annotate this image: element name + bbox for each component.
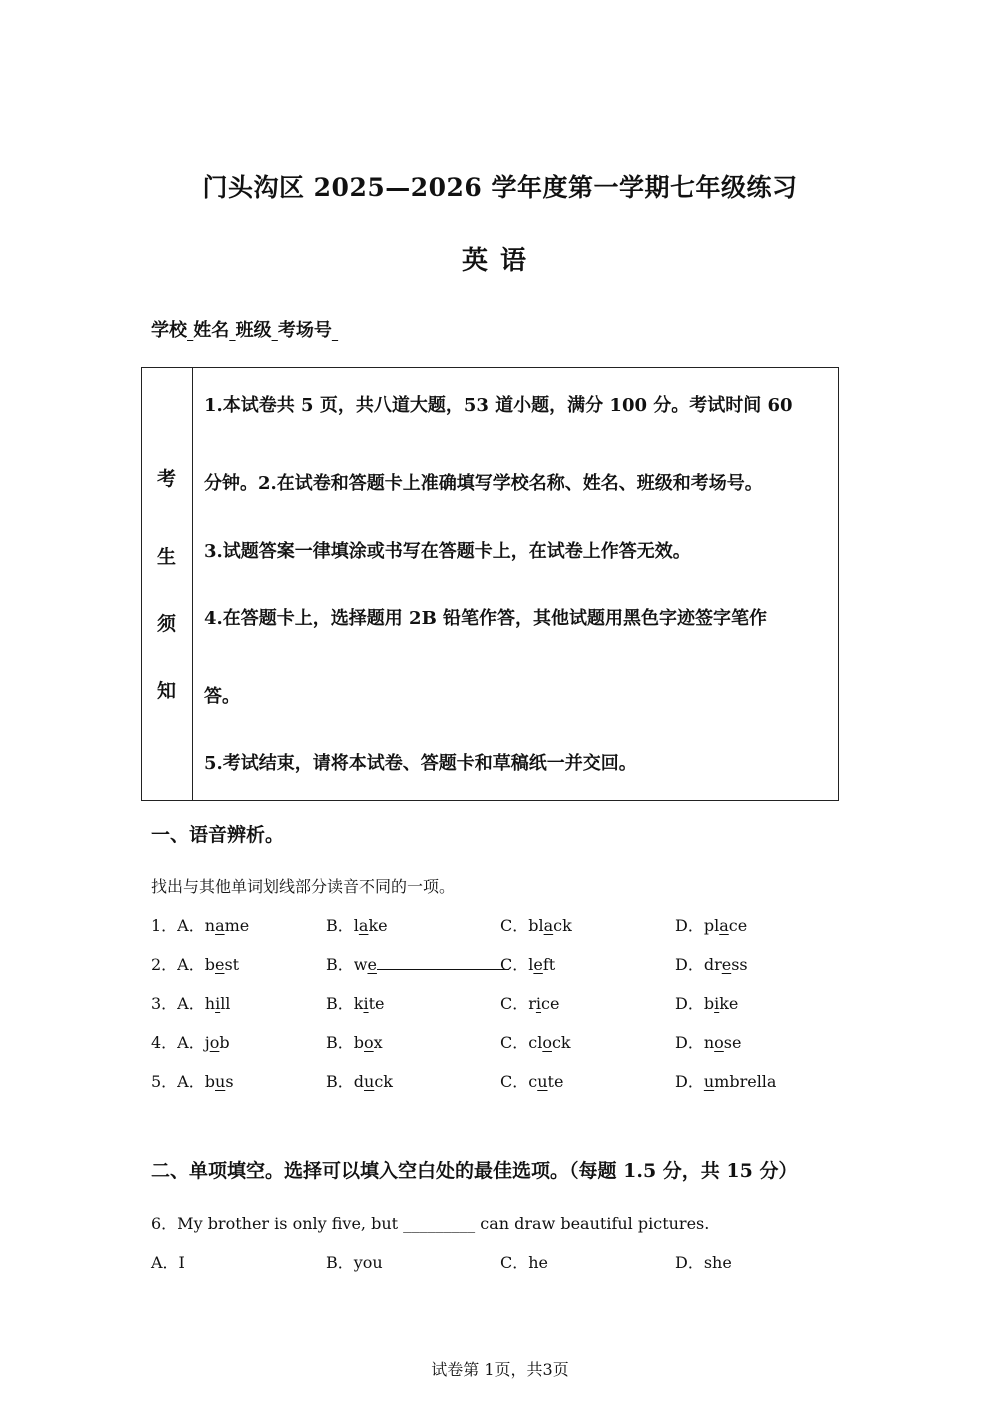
exam-notice-box: [141, 367, 839, 801]
section1-instruction: 找出与其他单词划线部分读音不同的一项。: [151, 877, 456, 896]
page-footer: 试卷第 1页，共3页: [431, 1360, 569, 1379]
underlined-letter: i: [535, 994, 542, 1013]
word-part: ck: [553, 916, 572, 935]
word-part: k: [353, 994, 364, 1013]
underlined-letter: e: [215, 955, 225, 974]
name-field-label: 姓名: [193, 320, 230, 341]
option-d: D．she: [675, 1253, 732, 1272]
notice-line: 3.试题答案一律填涂或书写在答题卡上，在试卷上作答无效。: [204, 541, 691, 562]
underlined-letter: i: [363, 994, 369, 1013]
word-part: te: [547, 1072, 564, 1091]
question-row: [151, 1069, 851, 1093]
word-part: r: [528, 994, 536, 1013]
option-label: C．: [500, 955, 529, 974]
word-part: ck: [374, 1072, 393, 1091]
underlined-letter: e: [367, 955, 377, 974]
option-label: D．: [675, 1033, 704, 1052]
option-label: C．: [500, 1033, 529, 1052]
word-part: ce: [728, 916, 748, 935]
word-part: x: [373, 1033, 383, 1052]
notice-line: 5.考试结束，请将本试卷、答题卡和草稿纸一并交回。: [204, 753, 637, 774]
option-label: 2．A．: [151, 955, 205, 974]
word-part: ck: [551, 1033, 571, 1052]
side-char: 须: [156, 613, 176, 635]
word-part: b: [353, 1033, 365, 1052]
option-c: [500, 991, 559, 1014]
option-label: 5．A．: [151, 1072, 205, 1091]
info-fields: [151, 316, 338, 342]
word-part: dr: [703, 955, 722, 974]
word-part: se: [723, 1033, 742, 1052]
room-field-label: 考场号: [277, 320, 332, 341]
underlined-letter: a: [543, 916, 554, 935]
option-label: C．: [500, 916, 529, 935]
option-label: 3．A．: [151, 994, 205, 1013]
notice-line: 4.在答题卡上，选择题用 2B 铅笔作答，其他试题用黑色字迹签字笔作: [204, 608, 768, 629]
option-label: B．: [326, 1033, 354, 1052]
underlined-letter: u: [537, 1072, 548, 1091]
underlined-letter: u: [703, 1072, 715, 1091]
word-part: w: [353, 955, 368, 974]
word-part: ft: [542, 955, 556, 974]
word-part: c: [528, 1072, 538, 1091]
answer-blank: [377, 955, 509, 970]
word-part: b: [219, 1033, 230, 1052]
word-part: cl: [528, 1033, 543, 1052]
word-part: te: [368, 994, 385, 1013]
word-part: l: [353, 916, 359, 935]
underlined-letter: i: [215, 994, 221, 1013]
section2-heading: 二、单项填空。选择可以填入空白处的最佳选项。（每题 1.5 分，共 15 分）: [151, 1160, 798, 1182]
option-c: [500, 952, 555, 975]
word-part: ce: [541, 994, 560, 1013]
word-part: n: [703, 1033, 715, 1052]
side-char: 考: [156, 468, 176, 490]
option-label: B．: [326, 955, 354, 974]
option-label: B．: [326, 1072, 354, 1091]
option-label: D．: [675, 916, 704, 935]
word-part: b: [703, 994, 715, 1013]
underlined-letter: a: [358, 916, 369, 935]
option-c: [500, 913, 572, 936]
underlined-letter: u: [364, 1072, 375, 1091]
option-label: C．: [500, 1072, 529, 1091]
option-label: 4．A．: [151, 1033, 205, 1052]
underlined-letter: i: [714, 994, 720, 1013]
option-c: [500, 1069, 563, 1092]
underlined-letter: o: [209, 1033, 220, 1052]
underlined-letter: a: [215, 916, 225, 935]
underlined-letter: u: [215, 1072, 226, 1091]
underlined-letter: o: [542, 1033, 552, 1052]
option-label: B．: [326, 994, 354, 1013]
underlined-letter: e: [721, 955, 732, 974]
notice-side-label: [142, 368, 193, 800]
word-part: ll: [220, 994, 231, 1013]
word-part: me: [224, 916, 250, 935]
option-a: A．I: [151, 1253, 185, 1272]
option-label: D．: [675, 994, 704, 1013]
option-label: B．: [326, 916, 354, 935]
underlined-letter: e: [533, 955, 543, 974]
word-part: mbrella: [714, 1072, 777, 1091]
side-char: 知: [156, 680, 176, 702]
question-row: [151, 991, 851, 1015]
question-row: [151, 1030, 851, 1054]
underlined-letter: o: [714, 1033, 724, 1052]
word-part: b: [204, 1072, 215, 1091]
word-part: d: [353, 1072, 365, 1091]
word-part: st: [224, 955, 240, 974]
side-char: 生: [156, 546, 176, 568]
school-field-label: 学校: [151, 320, 187, 341]
word-part: bl: [528, 916, 544, 935]
option-c: C．he: [500, 1253, 549, 1272]
option-a: [151, 952, 239, 975]
question-row: [151, 913, 851, 937]
option-c: [500, 1030, 571, 1053]
option-a: [151, 1030, 230, 1053]
word-part: l: [528, 955, 534, 974]
subject-title: 英语: [461, 246, 538, 276]
word-part: h: [204, 994, 216, 1013]
option-label: C．: [500, 994, 529, 1013]
class-field-label: 班级: [235, 320, 272, 341]
option-label: D．: [675, 955, 704, 974]
notice-line: 1.本试卷共 5 页，共八道大题，53 道小题，满分 100 分。考试时间 60: [204, 395, 793, 416]
word-part: ke: [368, 916, 388, 935]
word-part: s: [225, 1072, 234, 1091]
option-d: [675, 1030, 741, 1053]
question-6-options: [151, 1250, 851, 1274]
section1-heading: 一、语音辨析。: [151, 824, 285, 846]
option-a: [151, 991, 230, 1014]
option-b: [326, 991, 385, 1014]
option-a: [151, 913, 249, 936]
option-b: [326, 1069, 393, 1092]
exam-title: 门头沟区 2025—2026 学年度第一学期七年级练习: [202, 173, 798, 202]
option-b: [326, 952, 509, 975]
option-d: [675, 1069, 776, 1092]
underlined-letter: a: [719, 916, 729, 935]
option-d: [675, 913, 747, 936]
option-b: [326, 913, 388, 936]
option-label: 1．A．: [151, 916, 205, 935]
question-row: [151, 952, 851, 976]
option-label: D．: [675, 1072, 704, 1091]
word-part: n: [204, 916, 216, 935]
word-part: j: [204, 1033, 210, 1052]
word-part: ke: [719, 994, 739, 1013]
underlined-letter: o: [364, 1033, 374, 1052]
word-part: pl: [703, 916, 720, 935]
word-part: b: [204, 955, 215, 974]
option-b: B．you: [326, 1253, 383, 1272]
option-b: [326, 1030, 383, 1053]
option-d: [675, 991, 738, 1014]
word-part: ss: [731, 955, 748, 974]
option-d: [675, 952, 748, 975]
notice-line: 答。: [204, 686, 240, 707]
question-6-stem: 6．My brother is only five, but _________ can draw beautiful pictures.: [151, 1214, 710, 1233]
notice-line: 分钟。2.在试卷和答题卡上准确填写学校名称、姓名、班级和考场号。: [204, 473, 763, 494]
option-a: [151, 1069, 234, 1092]
